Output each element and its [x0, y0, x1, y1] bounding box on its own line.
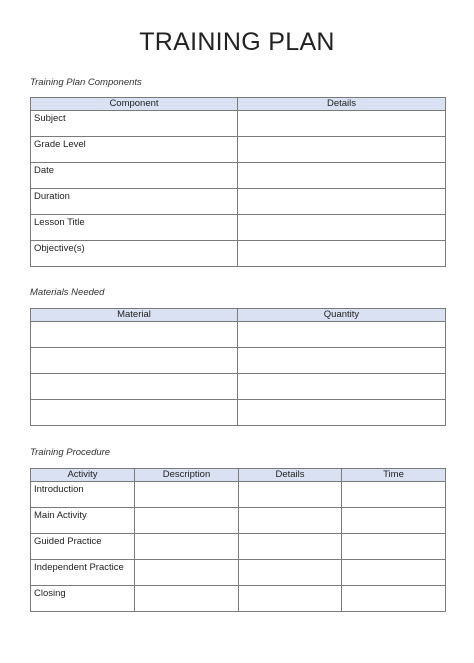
- activity-label: Closing: [31, 586, 135, 612]
- material-cell[interactable]: [31, 400, 238, 426]
- column-header-details: Details: [239, 469, 342, 482]
- material-cell[interactable]: [31, 374, 238, 400]
- components-table: [30, 97, 446, 267]
- details-cell[interactable]: [238, 189, 446, 215]
- material-cell[interactable]: [31, 348, 238, 374]
- column-header-time: Time: [342, 469, 446, 482]
- description-cell[interactable]: [135, 508, 239, 534]
- table-row: [31, 215, 446, 241]
- page-title: TRAINING PLAN: [139, 28, 335, 56]
- table-row: [31, 400, 446, 426]
- component-label: Date: [31, 163, 238, 189]
- quantity-cell[interactable]: [238, 348, 446, 374]
- components-header-row: [31, 98, 446, 111]
- details-cell[interactable]: [239, 560, 342, 586]
- details-cell[interactable]: [239, 482, 342, 508]
- details-cell[interactable]: [238, 111, 446, 137]
- details-cell[interactable]: [238, 137, 446, 163]
- table-row: [31, 189, 446, 215]
- details-cell[interactable]: [239, 586, 342, 612]
- details-cell[interactable]: [239, 508, 342, 534]
- materials-section-label: Materials Needed: [30, 287, 105, 298]
- details-cell[interactable]: [238, 241, 446, 267]
- table-row: [31, 322, 446, 348]
- component-label: Subject: [31, 111, 238, 137]
- description-cell[interactable]: [135, 560, 239, 586]
- quantity-cell[interactable]: [238, 374, 446, 400]
- table-row: [31, 374, 446, 400]
- table-row: [31, 348, 446, 374]
- column-header-details: Details: [238, 98, 446, 111]
- component-label: Lesson Title: [31, 215, 238, 241]
- materials-table: [30, 308, 446, 426]
- description-cell[interactable]: [135, 586, 239, 612]
- activity-label: Guided Practice: [31, 534, 135, 560]
- time-cell[interactable]: [342, 586, 446, 612]
- column-header-material: Material: [31, 309, 238, 322]
- activity-label: Introduction: [31, 482, 135, 508]
- materials-header-row: [31, 309, 446, 322]
- material-cell[interactable]: [31, 322, 238, 348]
- procedure-table: [30, 468, 446, 612]
- table-row: [31, 534, 446, 560]
- activity-label: Main Activity: [31, 508, 135, 534]
- table-row: [31, 137, 446, 163]
- table-row: [31, 163, 446, 189]
- component-label: Grade Level: [31, 137, 238, 163]
- table-row: [31, 111, 446, 137]
- time-cell[interactable]: [342, 560, 446, 586]
- column-header-activity: Activity: [31, 469, 135, 482]
- time-cell[interactable]: [342, 482, 446, 508]
- table-row: [31, 560, 446, 586]
- description-cell[interactable]: [135, 534, 239, 560]
- time-cell[interactable]: [342, 534, 446, 560]
- description-cell[interactable]: [135, 482, 239, 508]
- procedure-header-row: [31, 469, 446, 482]
- quantity-cell[interactable]: [238, 322, 446, 348]
- quantity-cell[interactable]: [238, 400, 446, 426]
- time-cell[interactable]: [342, 508, 446, 534]
- table-row: [31, 482, 446, 508]
- details-cell[interactable]: [238, 215, 446, 241]
- component-label: Duration: [31, 189, 238, 215]
- activity-label: Independent Practice: [31, 560, 135, 586]
- details-cell[interactable]: [238, 163, 446, 189]
- table-row: [31, 508, 446, 534]
- details-cell[interactable]: [239, 534, 342, 560]
- column-header-description: Description: [135, 469, 239, 482]
- procedure-section-label: Training Procedure: [30, 447, 111, 458]
- table-row: [31, 241, 446, 267]
- column-header-component: Component: [31, 98, 238, 111]
- components-section-label: Training Plan Components: [30, 77, 142, 88]
- component-label: Objective(s): [31, 241, 238, 267]
- table-row: [31, 586, 446, 612]
- column-header-quantity: Quantity: [238, 309, 446, 322]
